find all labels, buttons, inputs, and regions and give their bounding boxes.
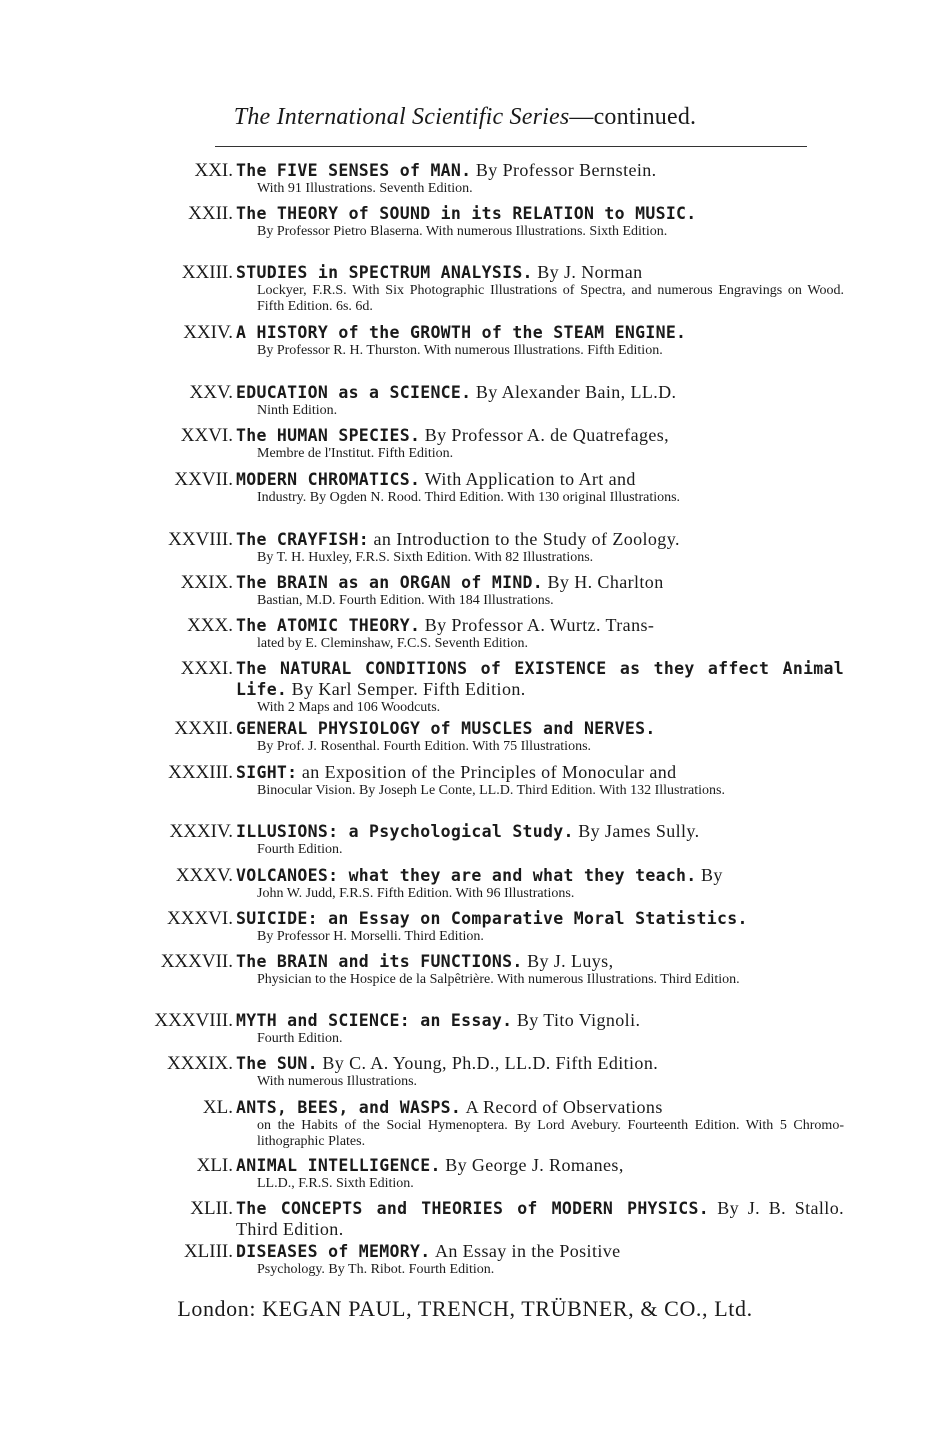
entry-byline: By Professor A. Wurtz. Trans- (424, 615, 655, 635)
entry-title: STUDIES in SPECTRUM ANALYSIS. (236, 263, 533, 282)
entry-byline: By J. Luys, (527, 951, 614, 971)
entry-description: Lockyer, F.R.S. With Six Photographic Illustrations of Spectra, and numerous Engravings on Wood. Fifth Edition. 6s. 6d. (257, 283, 844, 314)
entry-description: By Professor Pietro Blaserna. With numerous Illustrations. Sixth Edition. (257, 224, 668, 239)
entry-number: XXIV. (183, 322, 233, 343)
entry-description: Physician to the Hospice de la Salpêtrière. With numerous Illustrations. Third Edition. (257, 972, 740, 987)
entry-title: VOLCANOES: what they are and what they teach. (236, 866, 697, 885)
entry-description: By T. H. Huxley, F.R.S. Sixth Edition. With 82 Illustrations. (257, 550, 594, 565)
entry-description: With 2 Maps and 106 Woodcuts. (257, 700, 441, 715)
entry-number: XXX. (187, 615, 233, 636)
header-rule (215, 146, 807, 147)
entry-title: The BRAIN as an ORGAN of MIND. (236, 573, 544, 592)
entry-byline: By Alexander Bain, LL.D. (475, 382, 677, 402)
entry-title: The CRAYFISH: (236, 530, 370, 549)
entry-number: XXII. (188, 203, 233, 224)
entry-title: ANTS, BEES, and WASPS. (236, 1098, 462, 1117)
entry-description: John W. Judd, F.R.S. Fifth Edition. With 96 Illustrations. (257, 886, 575, 901)
entry-byline: By Karl Semper. Fifth Edition. (291, 679, 526, 699)
entry-title: EDUCATION as a SCIENCE. (236, 383, 472, 402)
entry-byline: By Professor A. de Quatrefages, (424, 425, 670, 445)
entry-description: Ninth Edition. (257, 403, 338, 418)
entry-number: XXXVIII. (154, 1010, 233, 1031)
entry-description: Binocular Vision. By Joseph Le Conte, LL.D. Third Edition. With 132 Illustrations. (257, 783, 725, 798)
entry-title: The SUN. (236, 1054, 318, 1073)
entry-description: Membre de l'Institut. Fifth Edition. (257, 446, 454, 461)
entry-byline: With Application to Art and (424, 469, 636, 489)
entry-title: GENERAL PHYSIOLOGY of MUSCLES and NERVES. (236, 719, 656, 738)
page-header (0, 104, 930, 131)
entry-number: XXXIX. (167, 1053, 233, 1074)
entry-number: XXXIII. (168, 762, 233, 783)
entry-byline: A Record of Observations (465, 1097, 663, 1117)
entry-number: XXIX. (180, 572, 233, 593)
entry-number: XXXII. (174, 718, 233, 739)
entry-byline: By H. Charlton (547, 572, 664, 592)
entry-byline: By J. Norman (537, 262, 643, 282)
entry-description: LL.D., F.R.S. Sixth Edition. (257, 1176, 414, 1191)
entry-number: XXVIII. (168, 529, 233, 550)
continued-label: —continued. (569, 104, 697, 130)
entry-description: Bastian, M.D. Fourth Edition. With 184 Illustrations. (257, 593, 554, 608)
entry-title: The NATURAL CONDITIONS of EXISTENCE as they affect Animal Life. (236, 659, 844, 699)
entry-title: The FIVE SENSES of MAN. (236, 161, 472, 180)
entry-byline: By George J. Romanes, (445, 1155, 624, 1175)
entry-byline: an Introduction to the Study of Zoology. (373, 529, 680, 549)
entry-description: on the Habits of the Social Hymenoptera. By Lord Avebury. Fourteenth Edition. With 5 Chromo-lithographic Plates. (257, 1118, 844, 1149)
entry-title: The CONCEPTS and THEORIES of MODERN PHYSICS. (236, 1199, 709, 1218)
entry-title: ANIMAL INTELLIGENCE. (236, 1156, 441, 1175)
entry-byline: By Tito Vignoli. (516, 1010, 641, 1030)
entry-description: By Professor R. H. Thurston. With numerous Illustrations. Fifth Edition. (257, 343, 663, 358)
entry-title: The BRAIN and its FUNCTIONS. (236, 952, 523, 971)
entry-title: SIGHT: (236, 763, 298, 782)
publisher-imprint: London: KEGAN PAUL, TRENCH, TRÜBNER, & CO., Ltd. (177, 1296, 753, 1321)
entry-number: XXXI. (180, 658, 233, 679)
entry-title: MYTH and SCIENCE: an Essay. (236, 1011, 513, 1030)
series-title: The International Scientific Series (233, 104, 570, 130)
entry-title: DISEASES of MEMORY. (236, 1242, 431, 1261)
entry-title: The ATOMIC THEORY. (236, 616, 421, 635)
entry-number: XL. (202, 1097, 233, 1118)
entry-title: The THEORY of SOUND in its RELATION to MUSIC. (236, 204, 697, 223)
entry-number: XLIII. (183, 1241, 233, 1262)
entry-description: Industry. By Ogden N. Rood. Third Edition. With 130 original Illustrations. (257, 490, 681, 505)
entry-description: Fourth Edition. (257, 842, 343, 857)
entry-byline: An Essay in the Positive (434, 1241, 621, 1261)
entry-number: XXXIV. (169, 821, 233, 842)
entry-number: XXV. (189, 382, 233, 403)
entry-byline: By C. A. Young, Ph.D., LL.D. Fifth Edition. (322, 1053, 659, 1073)
entry-title: MODERN CHROMATICS. (236, 470, 421, 489)
entry-byline: By James Sully. (578, 821, 700, 841)
entry-byline: an Exposition of the Principles of Monocular and (301, 762, 677, 782)
entry-description: With 91 Illustrations. Seventh Edition. (257, 181, 473, 196)
entry-title: The HUMAN SPECIES. (236, 426, 421, 445)
entry-description: lated by E. Cleminshaw, F.C.S. Seventh Edition. (257, 636, 528, 651)
entry-title: ILLUSIONS: a Psychological Study. (236, 822, 574, 841)
entry-byline: By J. B. Stallo. Third Edition. (236, 1198, 845, 1239)
entry-description: By Prof. J. Rosenthal. Fourth Edition. With 75 Illustrations. (257, 739, 592, 754)
entry-description: Fourth Edition. (257, 1031, 343, 1046)
entry-number: XXIII. (181, 262, 233, 283)
entry-description: Psychology. By Th. Ribot. Fourth Edition. (257, 1262, 495, 1277)
entry-number: XXXV. (175, 865, 233, 886)
entry-number: XXI. (194, 160, 233, 181)
entry-title: SUICIDE: an Essay on Comparative Moral Statistics. (236, 909, 748, 928)
entry-description: With numerous Illustrations. (257, 1074, 418, 1089)
entry-byline: By Professor Bernstein. (475, 160, 657, 180)
entry-number: XLII. (190, 1198, 233, 1219)
entry-number: XLI. (196, 1155, 233, 1176)
entry-number: XXXVII. (160, 951, 233, 972)
entry-number: XXVII. (174, 469, 233, 490)
entry-title: A HISTORY of the GROWTH of the STEAM ENGINE. (236, 323, 687, 342)
entry-byline: By (701, 865, 723, 885)
entry-number: XXVI. (180, 425, 233, 446)
entry-description: By Professor H. Morselli. Third Edition. (257, 929, 484, 944)
entry-number: XXXVI. (167, 908, 233, 929)
